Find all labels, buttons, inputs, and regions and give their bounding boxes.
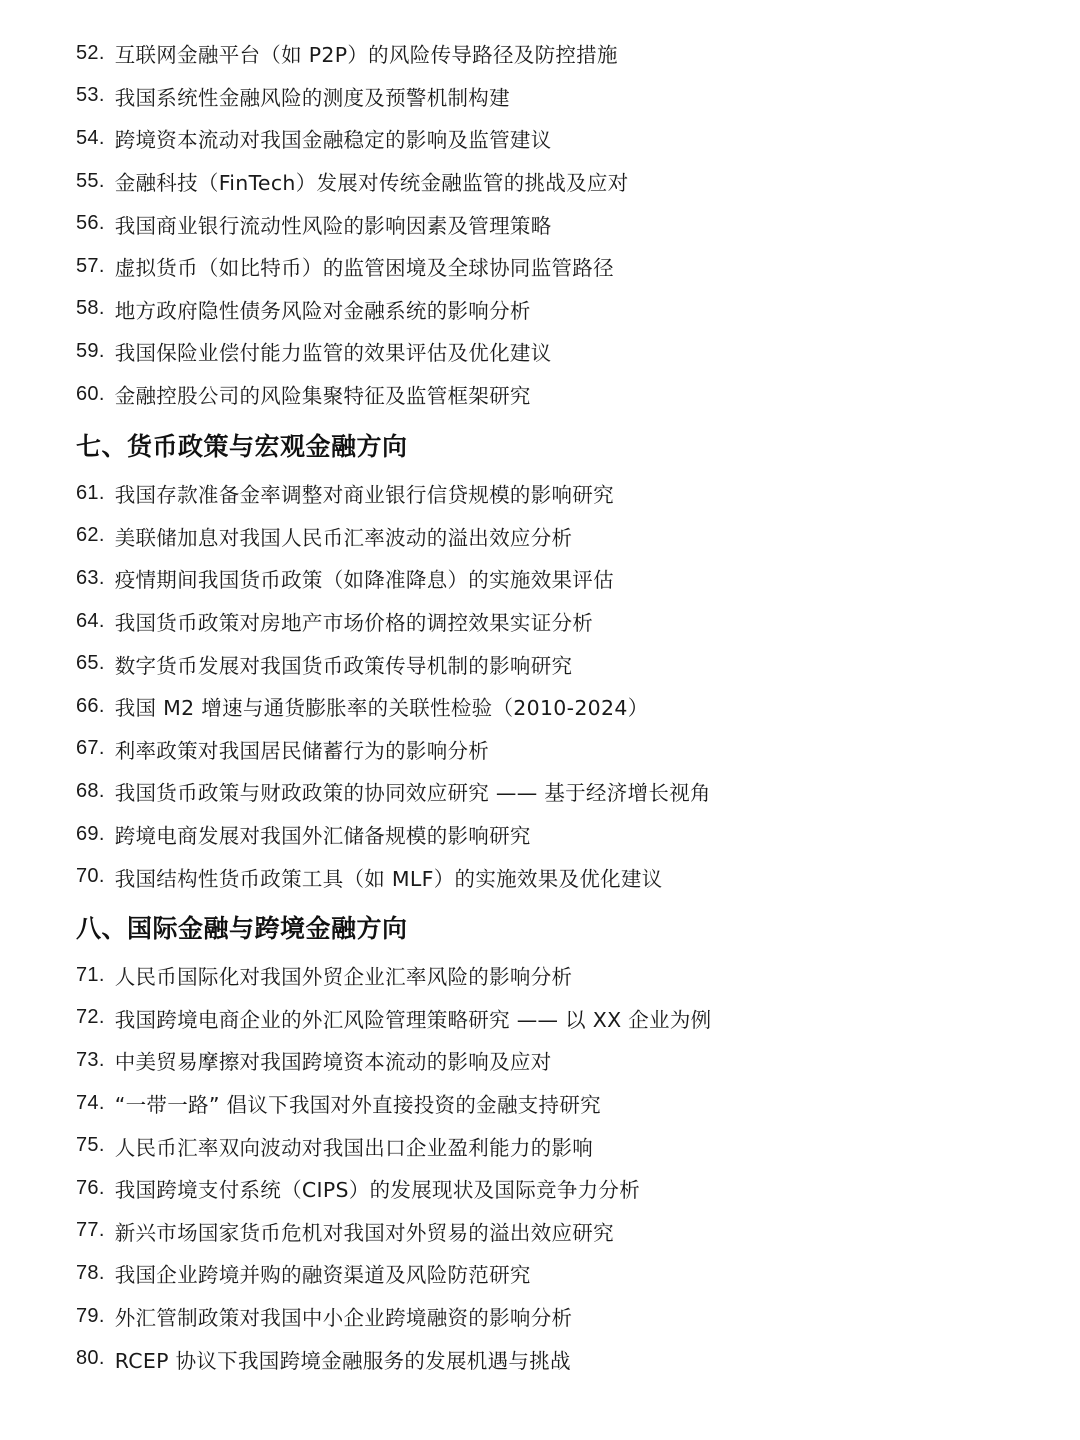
item-text: 人民币国际化对我国外贸企业汇率风险的影响分析 — [114, 965, 573, 990]
item-number: 54. — [76, 126, 105, 149]
item-number: 73. — [76, 1048, 105, 1071]
list-item — [76, 1252, 1036, 1295]
item-text: 我国跨境电商企业的外汇风险管理策略研究 —— 以 XX 企业为例 — [114, 1007, 712, 1032]
list-item — [76, 813, 1036, 856]
item-text: RCEP 协议下我国跨境金融服务的发展机遇与挑战 — [114, 1348, 571, 1373]
list-item — [76, 1039, 1036, 1082]
item-number: 55. — [76, 169, 105, 192]
list-item — [76, 330, 1036, 373]
item-number: 72. — [76, 1006, 105, 1029]
list-item — [76, 202, 1036, 245]
list-item — [76, 515, 1036, 558]
item-text: 地方政府隐性债务风险对金融系统的影响分析 — [114, 298, 531, 323]
item-text: “一带一路” 倡议下我国对外直接投资的金融支持研究 — [114, 1093, 601, 1118]
item-number: 71. — [76, 963, 105, 986]
list-item — [76, 770, 1036, 813]
list-item — [76, 1167, 1036, 1210]
list-item — [76, 373, 1036, 416]
item-number: 65. — [76, 652, 105, 675]
list-item — [76, 1295, 1036, 1338]
list-item — [76, 600, 1036, 643]
item-text: 我国跨境支付系统（CIPS）的发展现状及国际竞争力分析 — [114, 1178, 641, 1203]
section-heading-international-finance: 八、国际金融与跨境金融方向 — [76, 914, 408, 943]
item-number: 75. — [76, 1134, 105, 1157]
item-text: 我国货币政策对房地产市场价格的调控效果实证分析 — [114, 611, 594, 636]
list-item — [76, 32, 1036, 75]
list-item — [76, 288, 1036, 331]
list-item — [76, 997, 1036, 1040]
item-number: 56. — [76, 212, 105, 235]
item-number: 68. — [76, 779, 105, 802]
item-text: 跨境资本流动对我国金融稳定的影响及监管建议 — [114, 128, 552, 153]
item-text: 数字货币发展对我国货币政策传导机制的影响研究 — [114, 653, 573, 678]
list-item — [76, 557, 1036, 600]
item-number: 62. — [76, 524, 105, 547]
item-text: 我国结构性货币政策工具（如 MLF）的实施效果及优化建议 — [114, 866, 663, 891]
item-text: 中美贸易摩擦对我国跨境资本流动的影响及应对 — [114, 1050, 552, 1075]
item-text: 我国系统性金融风险的测度及预警机制构建 — [114, 85, 510, 110]
item-number: 61. — [76, 481, 105, 504]
item-text: 跨境电商发展对我国外汇储备规模的影响研究 — [114, 824, 531, 849]
list-item — [76, 1124, 1036, 1167]
list-item — [76, 1210, 1036, 1253]
list-item — [76, 472, 1036, 515]
item-number: 57. — [76, 254, 105, 277]
list-item — [76, 245, 1036, 288]
item-number: 66. — [76, 694, 105, 717]
item-text: 互联网金融平台（如 P2P）的风险传导路径及防控措施 — [114, 43, 618, 68]
section-heading-monetary-policy: 七、货币政策与宏观金融方向 — [76, 432, 408, 461]
item-number: 69. — [76, 822, 105, 845]
list-item — [76, 1082, 1036, 1125]
item-text: 新兴市场国家货币危机对我国对外贸易的溢出效应研究 — [114, 1220, 614, 1245]
item-text: 金融控股公司的风险集聚特征及监管框架研究 — [114, 384, 531, 409]
item-number: 79. — [76, 1304, 105, 1327]
item-number: 76. — [76, 1176, 105, 1199]
item-number: 63. — [76, 566, 105, 589]
list-item — [76, 855, 1036, 898]
item-text: 人民币汇率双向波动对我国出口企业盈利能力的影响 — [114, 1135, 594, 1160]
item-number: 77. — [76, 1219, 105, 1242]
item-number: 53. — [76, 84, 105, 107]
topic-list-monetary — [76, 472, 1036, 898]
list-item — [76, 117, 1036, 160]
item-number: 52. — [76, 41, 105, 64]
item-text: 我国商业银行流动性风险的影响因素及管理策略 — [114, 213, 552, 238]
item-number: 74. — [76, 1091, 105, 1114]
item-number: 67. — [76, 737, 105, 760]
item-number: 64. — [76, 609, 105, 632]
item-text: 利率政策对我国居民储蓄行为的影响分析 — [114, 738, 490, 763]
item-text: 外汇管制政策对我国中小企业跨境融资的影响分析 — [114, 1306, 573, 1331]
item-number: 80. — [76, 1347, 105, 1370]
item-text: 我国货币政策与财政政策的协同效应研究 —— 基于经济增长视角 — [114, 781, 711, 806]
item-text: 我国 M2 增速与通货膨胀率的关联性检验（2010-2024） — [114, 696, 649, 721]
item-number: 60. — [76, 382, 105, 405]
item-number: 59. — [76, 339, 105, 362]
list-item — [76, 75, 1036, 118]
item-text: 虚拟货币（如比特币）的监管困境及全球协同监管路径 — [114, 256, 614, 281]
item-text: 金融科技（FinTech）发展对传统金融监管的挑战及应对 — [114, 171, 629, 196]
item-text: 我国存款准备金率调整对商业银行信贷规模的影响研究 — [114, 483, 614, 508]
topic-list-international — [76, 954, 1036, 1380]
item-number: 70. — [76, 865, 105, 888]
list-item — [76, 160, 1036, 203]
list-item — [76, 642, 1036, 685]
item-text: 疫情期间我国货币政策（如降准降息）的实施效果评估 — [114, 568, 614, 593]
item-text: 美联储加息对我国人民币汇率波动的溢出效应分析 — [114, 525, 573, 550]
item-text: 我国保险业偿付能力监管的效果评估及优化建议 — [114, 341, 552, 366]
item-number: 78. — [76, 1261, 105, 1284]
list-item — [76, 685, 1036, 728]
topic-list-risk — [76, 32, 1036, 415]
list-item — [76, 954, 1036, 997]
list-item — [76, 728, 1036, 771]
item-text: 我国企业跨境并购的融资渠道及风险防范研究 — [114, 1263, 531, 1288]
item-number: 58. — [76, 297, 105, 320]
list-item — [76, 1337, 1036, 1380]
